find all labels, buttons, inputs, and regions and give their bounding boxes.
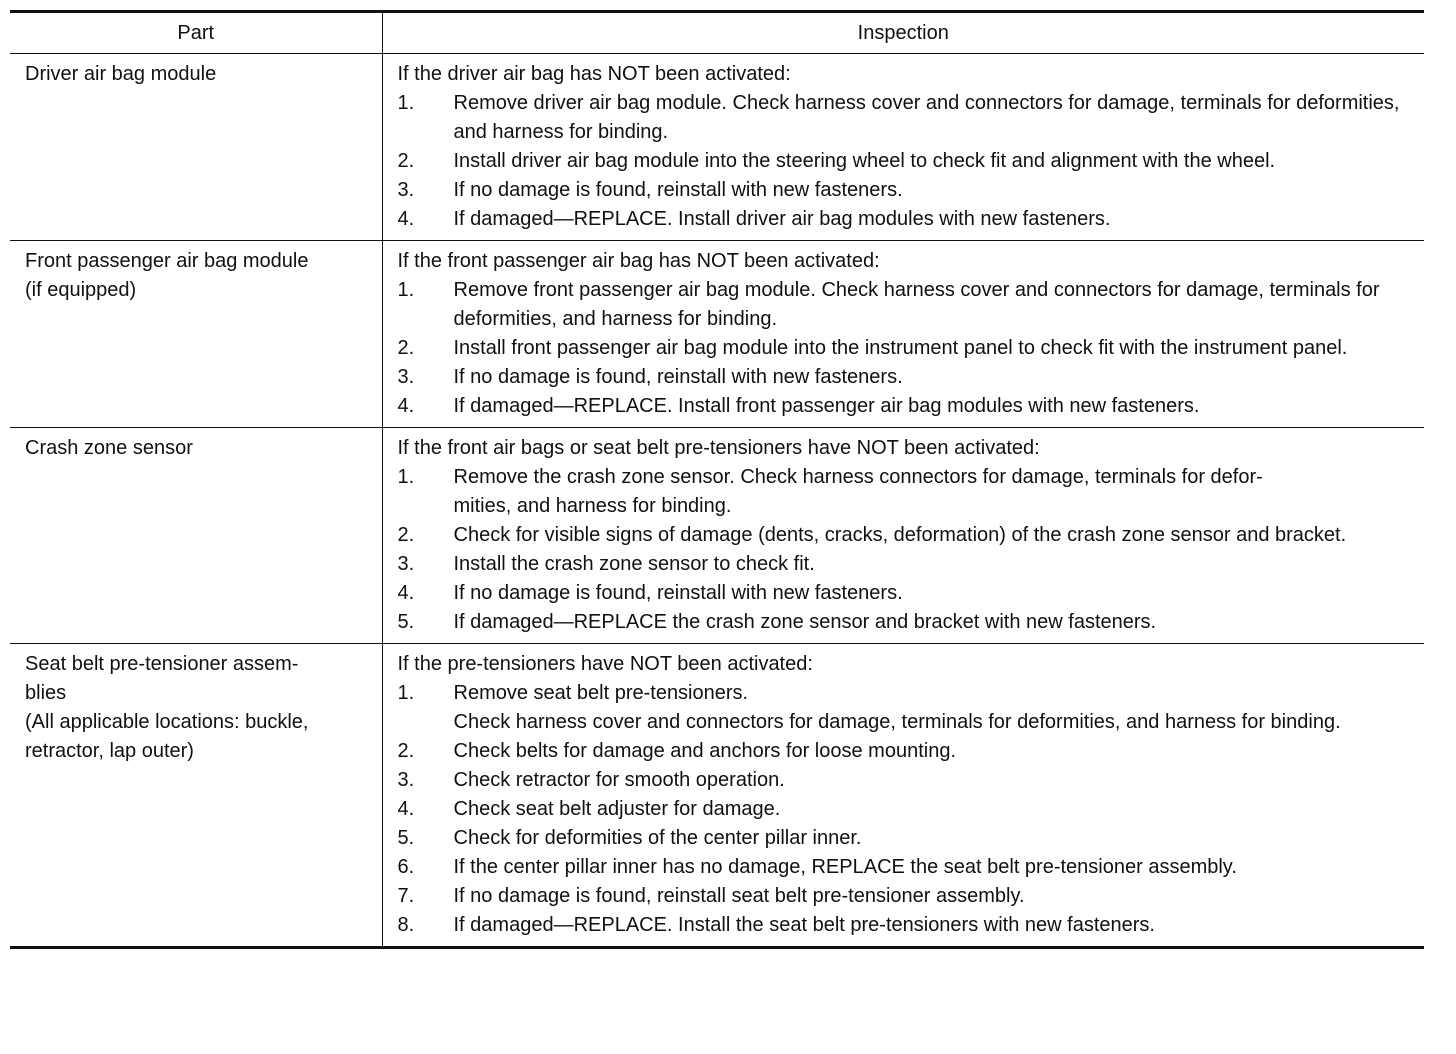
list-item	[398, 608, 1421, 637]
inspection-steps	[398, 463, 1421, 637]
step-text: Install the crash zone sensor to check fit.	[453, 553, 815, 575]
list-item	[398, 824, 1421, 853]
step-number: 2.	[397, 150, 415, 172]
step-number: 3.	[397, 553, 415, 575]
step-text: Install driver air bag module into the steering wheel to check fit and alignment with the wheel.	[453, 150, 1276, 172]
part-name: Crash zone sensor	[25, 437, 193, 459]
inspection-steps	[398, 679, 1421, 940]
inspection-intro: If the pre-tensioners have NOT been activated:	[397, 653, 813, 675]
step-text: Remove front passenger air bag module. Check harness cover and connectors for damage, terminals for deformities, and harness for binding.	[453, 279, 1380, 330]
list-item	[398, 795, 1421, 824]
inspection-intro: If the front air bags or seat belt pre-tensioners have NOT been activated:	[397, 437, 1040, 459]
list-item	[398, 363, 1421, 392]
step-number: 6.	[397, 856, 415, 878]
step-text: Remove driver air bag module. Check harness cover and connectors for damage, terminals for deformities, and harness for binding.	[453, 92, 1400, 143]
table-header-row	[10, 12, 1424, 54]
inspection-cell	[382, 644, 1424, 948]
part-cell	[10, 241, 382, 428]
step-number: 4.	[397, 582, 415, 604]
table-body	[10, 54, 1424, 948]
part-cell	[10, 54, 382, 241]
inspection-steps	[398, 89, 1421, 234]
step-text: If damaged—REPLACE the crash zone sensor and bracket with new fasteners.	[453, 611, 1157, 633]
list-item	[398, 89, 1421, 147]
part-name: Driver air bag module	[25, 63, 217, 85]
inspection-steps	[398, 276, 1421, 421]
list-item	[398, 579, 1421, 608]
list-item	[398, 737, 1421, 766]
step-number: 1.	[397, 92, 415, 114]
list-item	[398, 205, 1421, 234]
list-item	[398, 853, 1421, 882]
table-row	[10, 241, 1424, 428]
step-number: 7.	[397, 885, 415, 907]
step-text: Check retractor for smooth operation.	[453, 769, 785, 791]
list-item	[398, 147, 1421, 176]
list-item	[398, 679, 1421, 737]
list-item	[398, 392, 1421, 421]
step-text: Remove seat belt pre-tensioners. Check harness cover and connectors for damage, terminals for deformities, and harness for binding.	[453, 682, 1341, 733]
table-row	[10, 644, 1424, 948]
step-number: 4.	[397, 798, 415, 820]
column-header-part: Part	[10, 12, 382, 54]
step-text: If damaged—REPLACE. Install front passenger air bag modules with new fasteners.	[453, 395, 1200, 417]
list-item	[398, 521, 1421, 550]
list-item	[398, 463, 1421, 521]
step-number: 5.	[397, 827, 415, 849]
column-header-inspection: Inspection	[382, 12, 1424, 54]
step-number: 1.	[397, 682, 415, 704]
step-number: 4.	[397, 395, 415, 417]
part-cell	[10, 428, 382, 644]
list-item	[398, 334, 1421, 363]
step-number: 3.	[397, 366, 415, 388]
step-text: Remove the crash zone sensor. Check harness connectors for damage, terminals for defor- mities, and harness for binding.	[453, 466, 1263, 517]
list-item	[398, 276, 1421, 334]
part-cell	[10, 644, 382, 948]
step-number: 4.	[397, 208, 415, 230]
table-row	[10, 54, 1424, 241]
inspection-intro: If the driver air bag has NOT been activated:	[397, 63, 791, 85]
step-text: If no damage is found, reinstall with new fasteners.	[453, 582, 903, 604]
step-text: Check belts for damage and anchors for loose mounting.	[453, 740, 957, 762]
table-row	[10, 428, 1424, 644]
step-number: 5.	[397, 611, 415, 633]
step-text: If damaged—REPLACE. Install the seat belt pre-tensioners with new fasteners.	[453, 914, 1155, 936]
step-text: If no damage is found, reinstall with new fasteners.	[453, 366, 903, 388]
step-text: If no damage is found, reinstall with new fasteners.	[453, 179, 903, 201]
step-number: 2.	[397, 337, 415, 359]
inspection-cell	[382, 428, 1424, 644]
inspection-table	[10, 10, 1424, 949]
step-number: 3.	[397, 179, 415, 201]
step-text: If damaged—REPLACE. Install driver air bag modules with new fasteners.	[453, 208, 1111, 230]
step-number: 8.	[397, 914, 415, 936]
step-number: 2.	[397, 524, 415, 546]
step-text: If no damage is found, reinstall seat belt pre-tensioner assembly.	[453, 885, 1025, 907]
step-text: If the center pillar inner has no damage, REPLACE the seat belt pre-tensioner assembly.	[453, 856, 1237, 878]
inspection-cell	[382, 241, 1424, 428]
step-text: Check for deformities of the center pillar inner.	[453, 827, 862, 849]
step-number: 2.	[397, 740, 415, 762]
step-text: Check for visible signs of damage (dents, cracks, deformation) of the crash zone sensor and bracket.	[453, 524, 1347, 546]
part-name: Seat belt pre-tensioner assem- blies (All applicable locations: buckle, retractor, lap outer)	[25, 653, 309, 762]
list-item	[398, 766, 1421, 795]
list-item	[398, 882, 1421, 911]
step-number: 1.	[397, 466, 415, 488]
part-name: Front passenger air bag module (if equipped)	[25, 250, 309, 301]
step-number: 3.	[397, 769, 415, 791]
step-number: 1.	[397, 279, 415, 301]
inspection-intro: If the front passenger air bag has NOT been activated:	[397, 250, 880, 272]
step-text: Install front passenger air bag module into the instrument panel to check fit with the instrument panel.	[453, 337, 1348, 359]
step-text: Check seat belt adjuster for damage.	[453, 798, 781, 820]
list-item	[398, 911, 1421, 940]
list-item	[398, 176, 1421, 205]
inspection-cell	[382, 54, 1424, 241]
list-item	[398, 550, 1421, 579]
